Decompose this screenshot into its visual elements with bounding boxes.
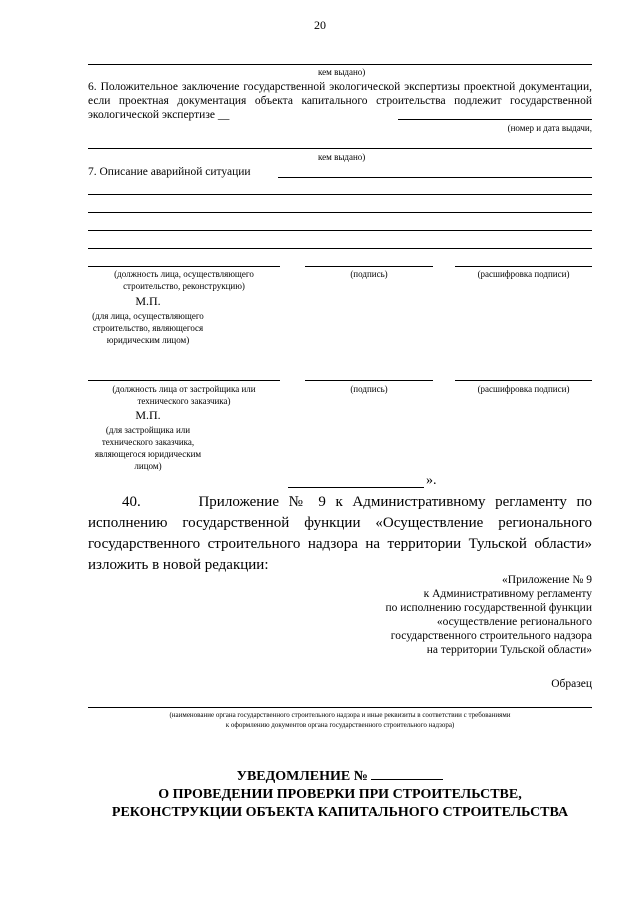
signature-line bbox=[305, 380, 433, 381]
issued-by-caption: кем выдано) bbox=[318, 152, 366, 162]
signature-caption: (подпись) bbox=[350, 384, 388, 394]
fill-line bbox=[88, 194, 592, 195]
sample-label: Образец bbox=[551, 678, 592, 690]
stamp-label: М.П. bbox=[135, 408, 161, 422]
fill-line bbox=[288, 487, 424, 488]
signature-line bbox=[88, 266, 280, 267]
signature-line bbox=[455, 380, 592, 381]
decoding-caption: (расшифровка подписи) bbox=[477, 384, 570, 394]
item-6-text: 6. Положительное заключение государственной экологической экспертизы проектной документации, если проектная документация объекта капитального строительства подлежит государственной экологической экспертизе __ bbox=[88, 81, 592, 121]
decoding-caption: (расшифровка подписи) bbox=[477, 269, 570, 279]
appendix-header: «Приложение № 9 к Административному регламенту по исполнению государственной функции «осуществление регионального государственного строительного надзора на территории Тульской области» bbox=[385, 574, 592, 656]
fill-line bbox=[88, 248, 592, 249]
fill-line bbox=[278, 177, 592, 178]
signature-line bbox=[88, 380, 280, 381]
signature-line bbox=[455, 266, 592, 267]
page-number: 20 bbox=[314, 18, 326, 32]
authority-line bbox=[88, 707, 592, 708]
stamp-note: (для лица, осуществляющего строительство, являющегося юридическим лицом) bbox=[92, 311, 204, 345]
stamp-note: (для застройщика или технического заказчика, являющегося юридическим лицом) bbox=[94, 425, 202, 471]
fill-line bbox=[88, 148, 592, 149]
signature-caption: (подпись) bbox=[350, 269, 388, 279]
fill-line bbox=[398, 119, 592, 120]
notice-title: УВЕДОМЛЕНИЕ № О ПРОВЕДЕНИИ ПРОВЕРКИ ПРИ СТРОИТЕЛЬСТВЕ, РЕКОНСТРУКЦИИ ОБЪЕКТА КАПИТАЛЬНОГО СТРОИТЕЛЬСТВА bbox=[111, 769, 569, 820]
position-caption: (должность лица, осуществляющего строительство, реконструкцию) bbox=[114, 269, 254, 291]
position-caption: (должность лица от застройщика или технического заказчика) bbox=[112, 384, 256, 406]
item-7-label: 7. Описание аварийной ситуации bbox=[88, 166, 251, 178]
fill-line bbox=[88, 230, 592, 231]
fill-line bbox=[88, 64, 592, 65]
paragraph-40: 40. Приложение № 9 к Административному регламенту по исполнению государственной функции «Осуществление регионального государственного строительного надзора на территории Тульской области» изложить в новой редакции: bbox=[88, 494, 593, 573]
stamp-label: М.П. bbox=[135, 294, 161, 308]
fill-line bbox=[88, 212, 592, 213]
signature-line bbox=[305, 266, 433, 267]
notice-number-blank bbox=[371, 779, 443, 780]
issued-by-caption: кем выдано) bbox=[318, 67, 366, 77]
number-date-caption: (номер и дата выдачи, bbox=[507, 123, 592, 133]
closing-quote: ». bbox=[426, 473, 437, 488]
authority-caption: (наименование органа государственного строительного надзора и иные реквизиты в соответствии с требованиями к оформлению документов органа государственного строительного надзора) bbox=[169, 711, 511, 729]
